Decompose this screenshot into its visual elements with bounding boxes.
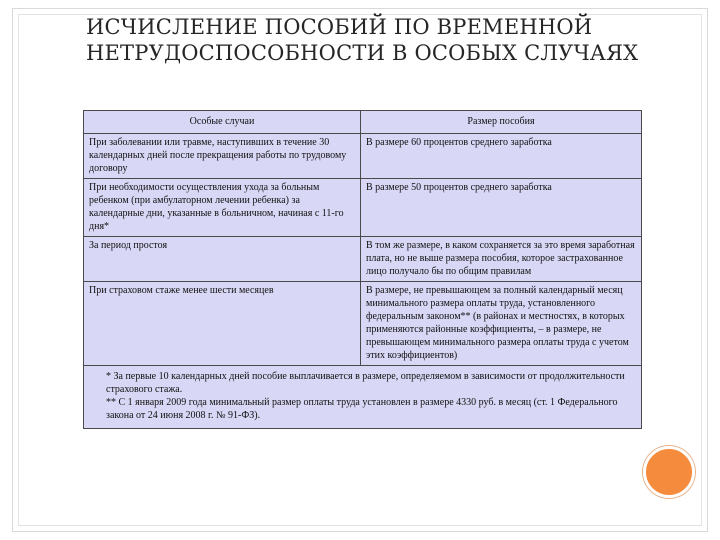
- table-row: [84, 237, 642, 282]
- case-cell: При страховом стаже менее шести месяцев: [84, 282, 361, 366]
- table-row: [84, 134, 642, 179]
- column-header-cases: Особые случаи: [84, 111, 361, 134]
- decorative-orange-circle: [643, 446, 695, 498]
- amount-cell: В размере 60 процентов среднего заработка: [361, 134, 642, 179]
- benefits-table: [83, 110, 642, 429]
- case-cell: При заболевании или травме, наступивших в течение 30 календарных дней после прекращения работы по трудовому договору: [84, 134, 361, 179]
- case-cell: При необходимости осуществления ухода за больным ребенком (при амбулаторном лечении ребенка) за календарные дни, указанные в больничном, начиная с 11-го дня*: [84, 179, 361, 237]
- case-cell: За период простоя: [84, 237, 361, 282]
- amount-cell: В размере, не превышающем за полный календарный месяц минимального размера оплаты труда, установленного федеральным законом** (в районах и местностях, в которых применяются районные коэффициенты, – в размере, не превышающем минимального размера оплаты труда с учетом этих коэффициентов): [361, 282, 642, 366]
- footnote-2: ** С 1 января 2009 года минимальный размер оплаты труда установлен в размере 4330 руб. в месяц (ст. 1 Федерального закона от 24 июня 2008 г. № 91-ФЗ).: [106, 397, 618, 421]
- footnote-row: [84, 366, 642, 429]
- page-title: ИСЧИСЛЕНИЕ ПОСОБИЙ ПО ВРЕМЕННОЙ НЕТРУДОСПОСОБНОСТИ В ОСОБЫХ СЛУЧАЯХ: [86, 15, 639, 65]
- amount-cell: В том же размере, в каком сохраняется за это время заработная плата, но не выше размера пособия, которое застрахованное лицо получало бы по общим правилам: [361, 237, 642, 282]
- table-header-row: [84, 111, 642, 134]
- footnote-1: * За первые 10 календарных дней пособие выплачивается в размере, определяемом в зависимости от продолжительности страхового стажа.: [106, 371, 625, 395]
- amount-cell: В размере 50 процентов среднего заработка: [361, 179, 642, 237]
- table-row: [84, 179, 642, 237]
- table-row: [84, 282, 642, 366]
- column-header-amount: Размер пособия: [361, 111, 642, 134]
- footnotes-cell: [84, 366, 642, 429]
- benefits-table-container: [83, 110, 641, 429]
